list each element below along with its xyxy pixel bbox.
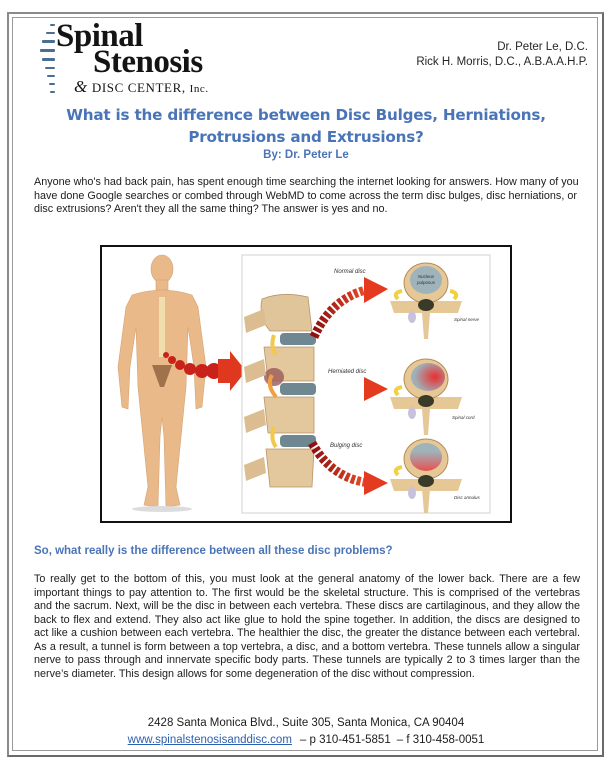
clinic-logo [38, 20, 268, 95]
spine-column [159, 297, 165, 357]
label-nucleus: Nucleus [417, 274, 435, 279]
footer-contact [0, 734, 612, 746]
article-byline: By: Dr. Peter Le [263, 149, 349, 161]
logo-ampersand: & [74, 77, 88, 96]
article-title-line-1: What is the difference between Disc Bulges, Herniations, [66, 106, 546, 124]
website-link[interactable]: www.spinalstenosisanddisc.com [127, 734, 292, 746]
phone-number: – p 310-451-5851 [299, 734, 391, 746]
logo-disc-center: DISC CENTER, [91, 80, 186, 95]
label-normal-disc: Normal disc [334, 269, 366, 275]
label-pulposus: pulposus [416, 280, 436, 285]
label-spinal-cord: Spinal cord [452, 415, 475, 420]
logo-subtitle [74, 79, 209, 97]
footer-address: 2428 Santa Monica Blvd., Suite 305, Santa Monica, CA 90404 [147, 717, 465, 729]
spine-disc-diagram [102, 247, 510, 521]
doctor-credentials [416, 40, 588, 70]
label-disc-annulus: Disc annulus [454, 495, 480, 500]
disc-illustration [100, 245, 512, 523]
doctor-name-1: Dr. Peter Le, D.C. [497, 41, 588, 53]
logo-word-stenosis: Stenosis [93, 44, 203, 80]
label-herniated-disc: Herniated disc [328, 369, 367, 375]
label-spinal-nerve: Spinal nerve [454, 317, 480, 322]
spine-icon [38, 22, 58, 94]
label-bulging-disc: Bulging disc [330, 443, 363, 449]
doctor-name-2: Rick H. Morris, D.C., A.B.A.A.H.P. [416, 56, 588, 68]
logo-word-spinal: Spinal [56, 18, 143, 54]
article-title [30, 104, 582, 148]
article-title-line-2: Protrusions and Extrusions? [188, 128, 424, 146]
section-subheading: So, what really is the difference between all these disc problems? [34, 545, 393, 557]
intro-paragraph: Anyone who's had back pain, has spent enough time searching the internet looking for answers. How many of you have done Google searches or combed through WebMD to come across the term disc bulges, disc herniations, or disc extrusions? Aren't they all the same thing? The answer is yes and no. [34, 176, 579, 215]
logo-inc: Inc. [189, 83, 209, 95]
fax-number: – f 310-458-0051 [396, 734, 485, 746]
anatomy-paragraph: To really get to the bottom of this, you must look at the general anatomy of the lower back. There are a few important things to pay attention to. The first would be the skeletal structure. This is comprised of the vertebras and the sacrum. Next, will be the disc in between each vertebra. These discs are cartilaginous, and they allow the back to flex and extend. They also act like glue to hold the spine together. In addition, the discs are designed to act like a cushion between each vertebra. The healthier the disc, the greater the distance between each vertebral. As a result, a tunnel is form between a top vertebra, a disc, and a bottom vertebra. These tunnels allow a singular nerve to pass through and innervate specific body parts. These tunnels are typically 2 to 3 times larger than the nerve’s diameter. This design allows for some degeneration of the disc without compression. [34, 573, 580, 680]
